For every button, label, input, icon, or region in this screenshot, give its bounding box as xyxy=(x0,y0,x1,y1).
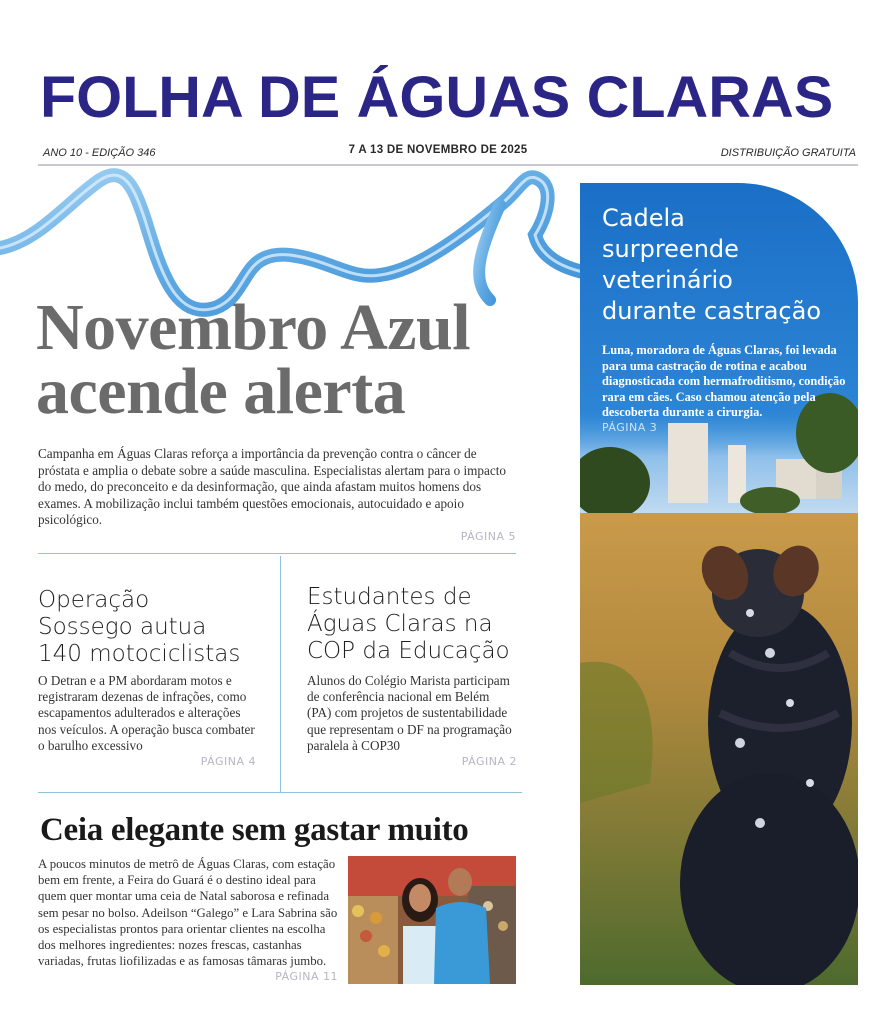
sidebar-story[interactable] xyxy=(580,183,858,985)
main-headline-line2: acende alerta xyxy=(36,355,406,428)
operacao-page-ref[interactable]: PÁGINA 4 xyxy=(200,755,256,769)
operacao-title[interactable]: Operação Sossego autua 140 motociclistas xyxy=(38,587,241,667)
ceia-title[interactable]: Ceia elegante sem gastar muito xyxy=(40,812,469,848)
blue-ribbon-icon xyxy=(0,160,600,320)
estudantes-body: Alunos do Colégio Marista participam de conferência nacional em Belém (PA) com projetos de sustentabilidade que representam o DF na programação paralela à COP30 PÁGINA 2 xyxy=(307,673,517,770)
sidebar-title: Cadela surpreende veterinário durante castração xyxy=(602,204,822,325)
edition-number: ANO 10 - EDIÇÃO 346 xyxy=(43,147,156,159)
main-story-page-ref[interactable]: PÁGINA 5 xyxy=(460,529,516,543)
operacao-body: O Detran e a PM abordaram motos e registraram dezenas de infrações, como escapamentos adulterados e alterações nos veículos. A operação busca combater o barulho excessivo PÁGINA 4 xyxy=(38,673,256,770)
sidebar-body: Luna, moradora de Águas Claras, foi levada para uma castração de rotina e acabou diagnosticada com hermafroditismo, condição rara em cães. Caso chamou atenção pela descoberta durante a cirurgia. xyxy=(602,343,846,420)
divider-top xyxy=(38,553,516,554)
divider-bottom xyxy=(38,792,522,793)
ceia-photo[interactable] xyxy=(348,856,516,984)
main-story-body xyxy=(38,446,516,546)
edition-dates: 7 A 13 DE NOVEMBRO DE 2025 xyxy=(348,144,528,156)
ceia-page-ref[interactable]: PÁGINA 11 xyxy=(275,970,338,984)
distribution-note: DISTRIBUIÇÃO GRATUITA xyxy=(720,147,856,159)
main-headline-line1: Novembro Azul xyxy=(36,291,471,364)
estudantes-page-ref[interactable]: PÁGINA 2 xyxy=(461,755,517,769)
ceia-body: A poucos minutos de metrô de Águas Claras, com estação bem em frente, a Feira do Guará é o destino ideal para quem quer montar uma ceia de Natal saborosa e refinada sem pesar no bolso. Adeilson “Galego” e Lara Sabrina são os especialistas prontos para orientar clientes na escolha dos melhores ingredientes: nozes frescas, castanhas variadas, frutas liofilizadas e as famosas tâmaras jumbo. PÁGINA 11 xyxy=(38,856,338,986)
estudantes-title[interactable]: Estudantes de Águas Claras na COP da Educação xyxy=(307,584,510,664)
sidebar-page-ref[interactable]: PÁGINA 3 xyxy=(602,421,658,434)
newspaper-title: FOLHA DE ÁGUAS CLARAS xyxy=(40,65,834,130)
main-story-text: Campanha em Águas Claras reforça a importância da prevenção contra o câncer de próstata e amplia o debate sobre a saúde masculina. Especialistas alertam para o impacto do medo, do preconceito e da desinformação, que ainda afastam muitos homens dos exames. A mobilização inclui também questões emocionais, autocuidado e apoio psicológico. xyxy=(38,446,506,528)
divider-columns xyxy=(280,556,281,792)
